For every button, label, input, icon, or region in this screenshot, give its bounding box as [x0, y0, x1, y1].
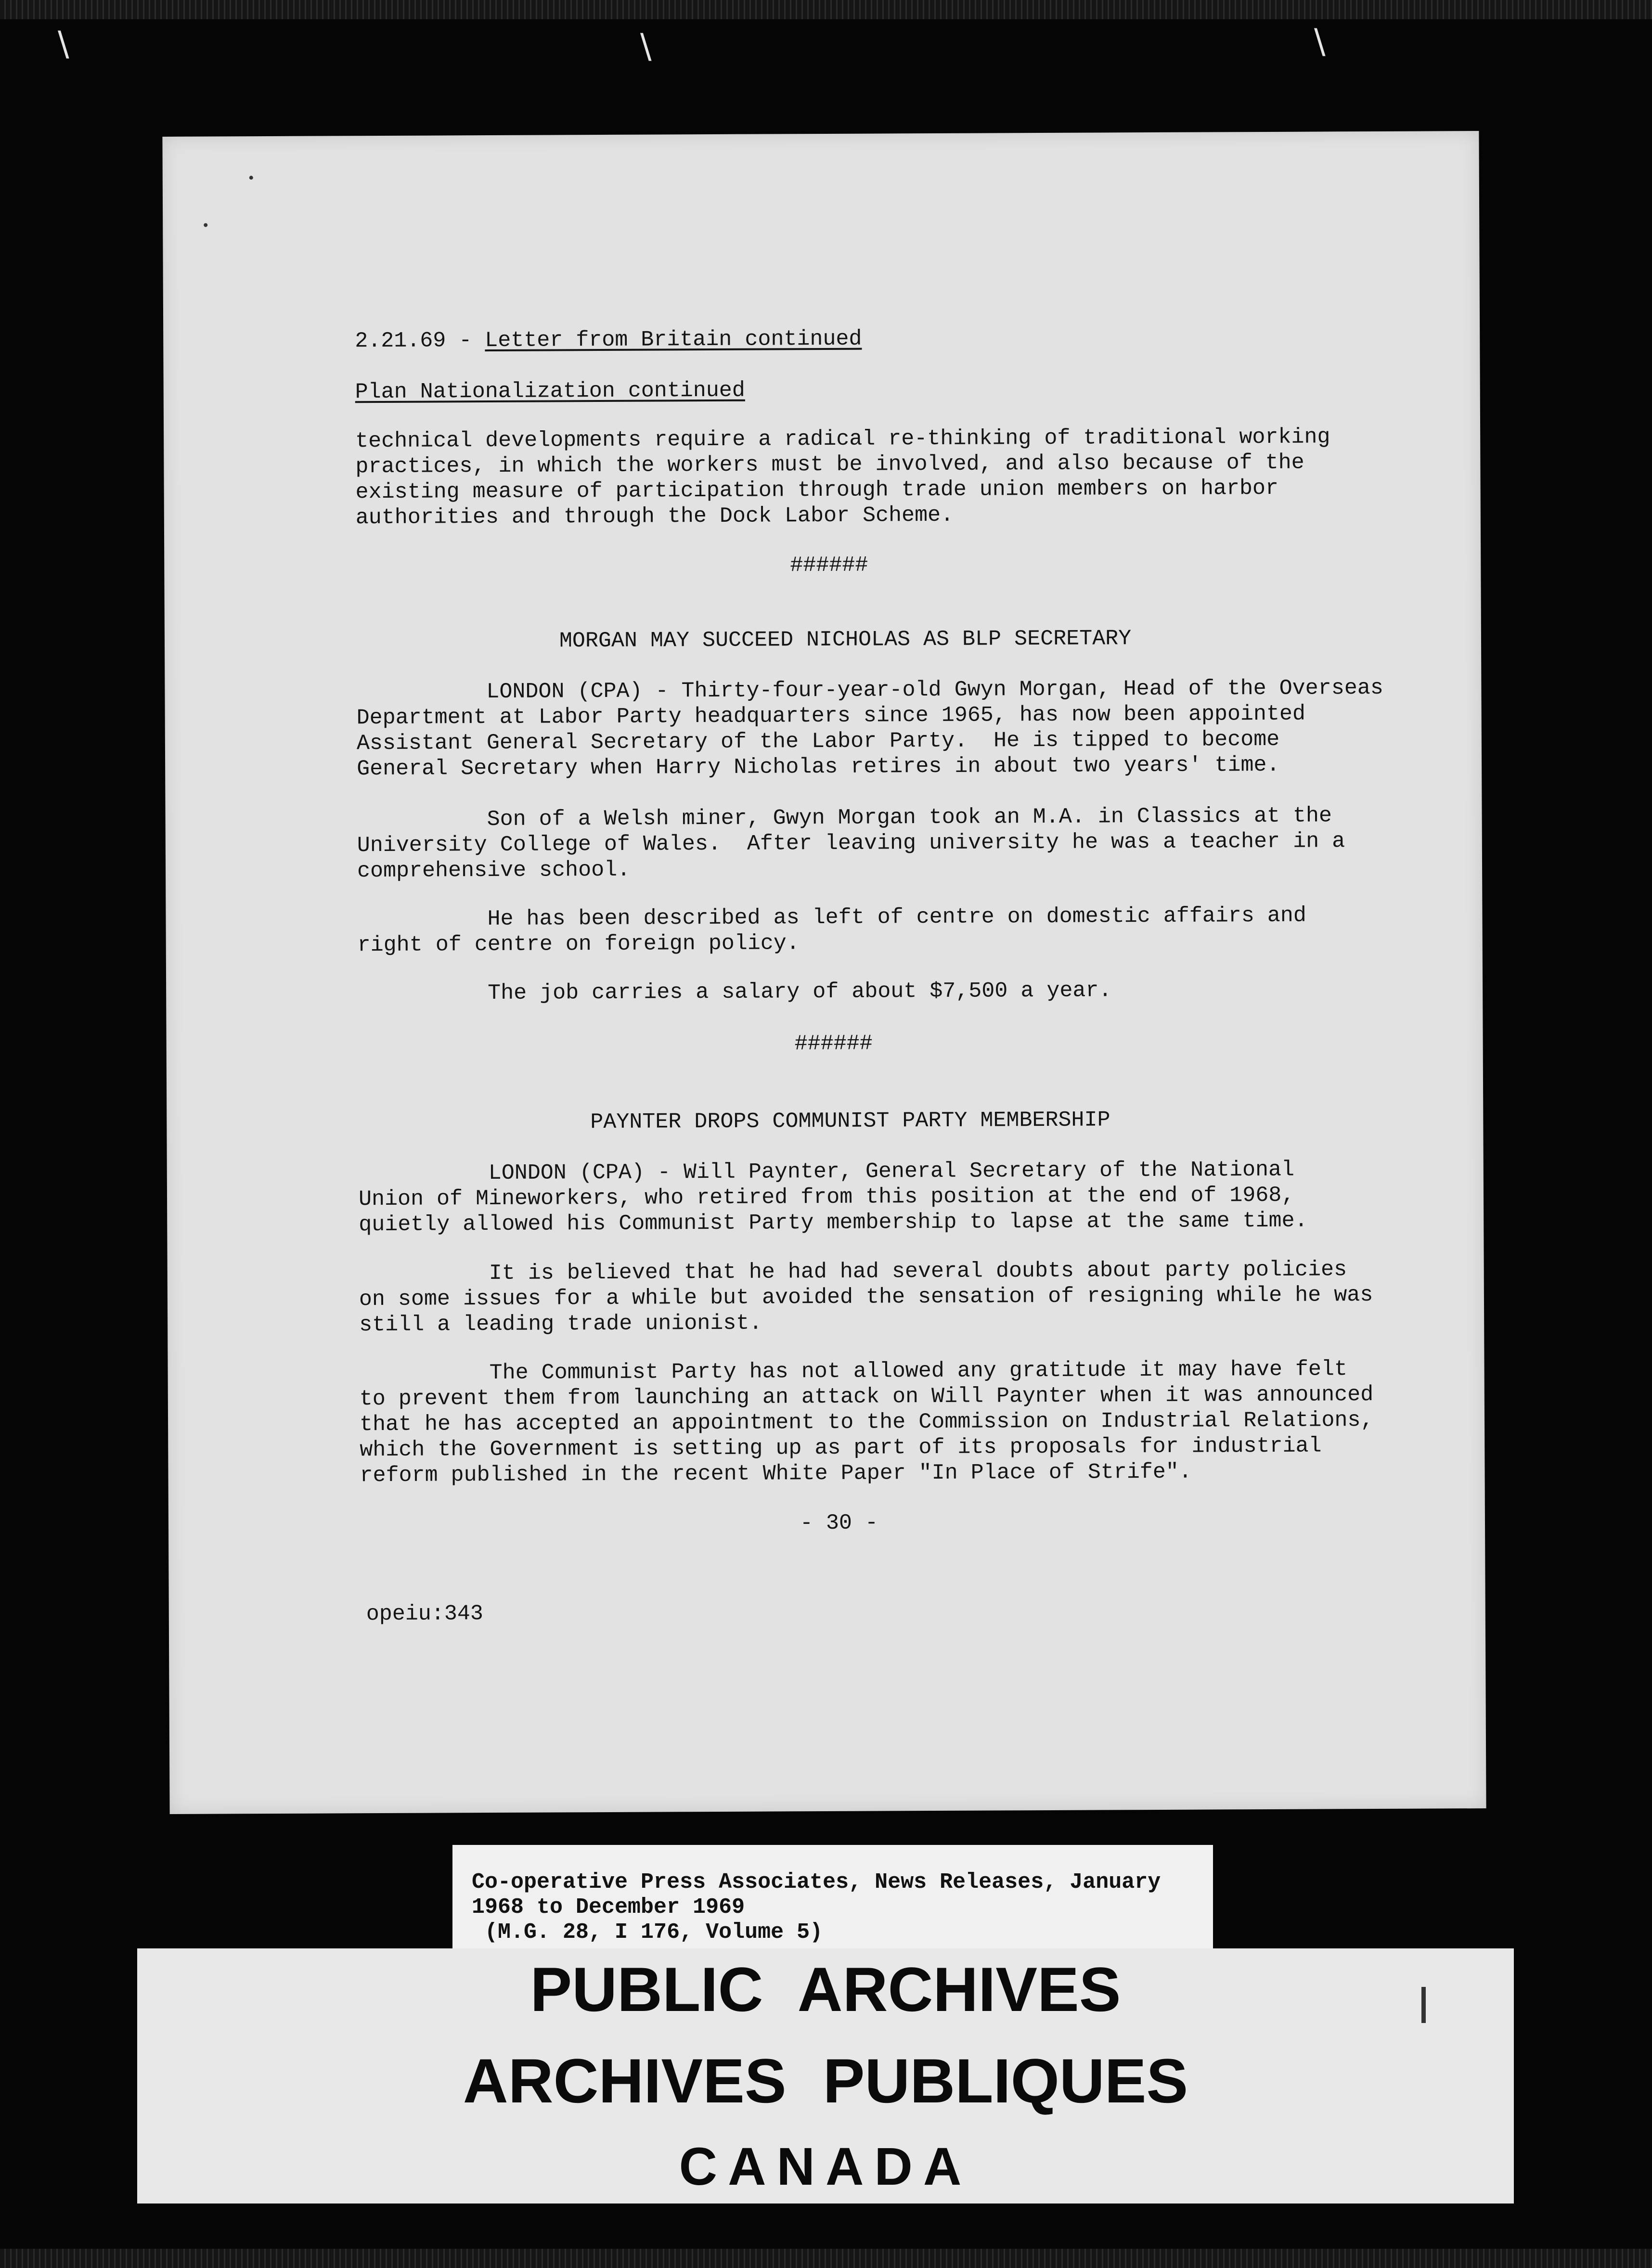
punch-dot [204, 223, 207, 227]
separator: ###### [790, 553, 868, 578]
article-line: The Communist Party has not allowed any gratitude it may have felt [359, 1357, 1348, 1386]
film-scratch-mark: \ [1314, 22, 1326, 61]
article-line: It is believed that he had had several doubts about party policies [359, 1257, 1347, 1287]
article-line: Assistant General Secretary of the Labor Party. He is tipped to become [356, 727, 1280, 756]
section-line: existing measure of participation through trade union members on harbor [355, 476, 1279, 505]
article-line: comprehensive school. [357, 857, 631, 884]
stamp-mark [1421, 1987, 1426, 2023]
film-edge-bottom [0, 2249, 1652, 2268]
page-header [355, 326, 862, 354]
archives-stamp [137, 1948, 1514, 2204]
article-line: which the Government is setting up as part of its proposals for industrial [360, 1433, 1322, 1463]
article-line: on some issues for a while but avoided the sensation of resigning while he was [359, 1283, 1373, 1312]
punch-dot [249, 176, 253, 180]
footer-code: opeiu:343 [366, 1601, 483, 1627]
archive-label-line: 1968 to December 1969 [472, 1895, 745, 1920]
section-line: technical developments require a radical re-thinking of traditional working [355, 425, 1330, 454]
article-line: Department at Labor Party headquarters since 1965, has now been appointed [356, 701, 1306, 731]
article-line: right of centre on foreign policy. [357, 931, 800, 958]
stamp-line-1: PUBLIC ARCHIVES [530, 1954, 1121, 2024]
section-heading: Plan Nationalization continued [355, 378, 745, 405]
article-line: Son of a Welsh miner, Gwyn Morgan took an M.A. in Classics at the [357, 803, 1332, 833]
film-scratch-mark: \ [58, 24, 69, 64]
article-line: quietly allowed his Communist Party membership to lapse at the same time. [359, 1208, 1308, 1237]
archive-label-line: (M.G. 28, I 176, Volume 5) [472, 1920, 823, 1945]
stamp-line-2: ARCHIVES PUBLIQUES [463, 2046, 1188, 2116]
article-line: LONDON (CPA) - Will Paynter, General Secretary of the National [358, 1157, 1295, 1186]
article-headline: MORGAN MAY SUCCEED NICHOLAS AS BLP SECRETARY [559, 626, 1132, 654]
article-line: still a leading trade unionist. [359, 1311, 762, 1338]
article-line: LONDON (CPA) - Thirty-four-year-old Gwyn Morgan, Head of the Overseas [356, 675, 1383, 705]
header-title: Letter from Britain continued [485, 326, 862, 353]
section-line: authorities and through the Dock Labor Scheme. [355, 503, 954, 530]
article-line: reform published in the recent White Paper "In Place of Strife". [360, 1459, 1192, 1488]
article-line: He has been described as left of centre on domestic affairs and [357, 903, 1306, 932]
article-line: University College of Wales. After leaving university he was a teacher in a [357, 829, 1345, 858]
archive-label [452, 1845, 1213, 1948]
page-number: - 30 - [800, 1510, 878, 1536]
header-date: 2.21.69 - [355, 328, 485, 354]
article-line: The job carries a salary of about $7,500 a year. [358, 978, 1112, 1006]
archive-label-line: Co-operative Press Associates, News Releases, January [472, 1870, 1161, 1894]
section-line: practices, in which the workers must be involved, and also because of the [355, 450, 1304, 479]
article-line: Union of Mineworkers, who retired from this position at the end of 1968, [358, 1183, 1295, 1212]
film-scratch-mark: \ [640, 26, 652, 66]
article-line: that he has accepted an appointment to the Commission on Industrial Relations, [359, 1408, 1374, 1437]
separator: ###### [794, 1031, 873, 1057]
stamp-line-3: CANADA [679, 2137, 972, 2196]
document-page [162, 131, 1486, 1814]
film-edge-top [0, 0, 1652, 19]
article-headline: PAYNTER DROPS COMMUNIST PARTY MEMBERSHIP [590, 1108, 1110, 1135]
article-line: General Secretary when Harry Nicholas retires in about two years' time. [357, 752, 1280, 782]
article-line: to prevent them from launching an attack on Will Paynter when it was announced [359, 1382, 1374, 1412]
